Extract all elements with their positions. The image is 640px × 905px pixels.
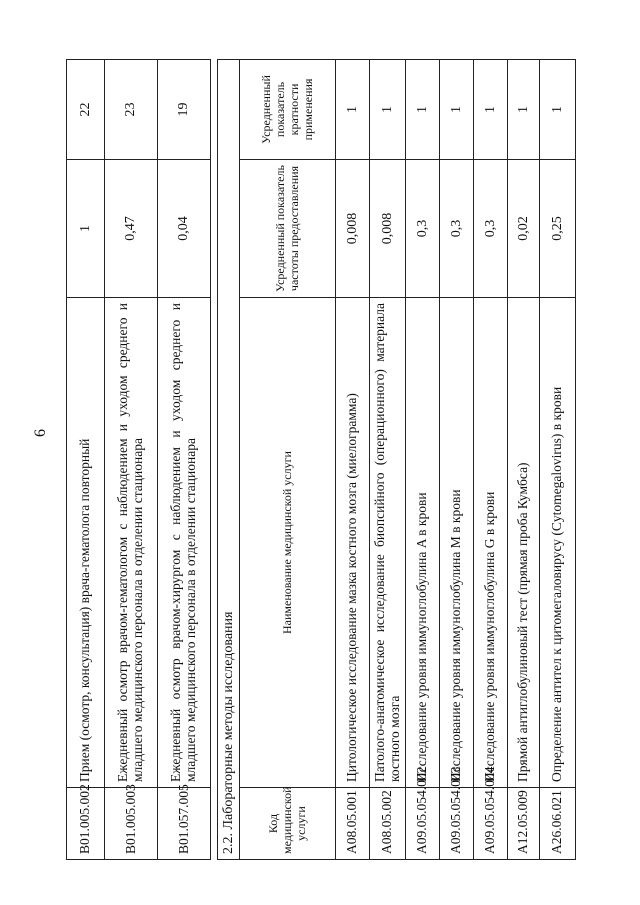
service-code: B01.057.005 bbox=[158, 788, 211, 860]
service-code: B01.005.002 bbox=[67, 788, 105, 860]
multiplicity-value: 1 bbox=[336, 59, 370, 159]
column-header-code: Код медицинской услуги bbox=[240, 788, 336, 860]
frequency-value: 0,3 bbox=[406, 160, 440, 298]
multiplicity-value: 19 bbox=[158, 60, 211, 160]
multiplicity-value: 1 bbox=[540, 59, 576, 159]
services-table-continued bbox=[66, 59, 211, 860]
table-row bbox=[370, 59, 406, 859]
table-row bbox=[67, 60, 105, 860]
service-code: A12.05.009 bbox=[508, 788, 540, 860]
column-header-frequency: Усредненный показатель частоты предоставления bbox=[240, 160, 336, 298]
service-name: Определение антител к цитомегаловирусу (Cytomegalovirus) в крови bbox=[540, 298, 576, 788]
column-header-multiplicity: Усредненный показатель кратности применения bbox=[240, 59, 336, 159]
table-row bbox=[440, 59, 474, 859]
service-name: Прямой антиглобулиновый тест (прямая проба Кумбса) bbox=[508, 298, 540, 788]
header-row bbox=[240, 59, 336, 859]
service-name: Цитологическое исследование мазка костного мозга (миелограмма) bbox=[336, 298, 370, 788]
frequency-value: 0,3 bbox=[474, 160, 508, 298]
service-name: Прием (осмотр, консультация) врача-гематолога повторный bbox=[67, 298, 105, 788]
table-row bbox=[406, 59, 440, 859]
service-name: Ежедневный осмотр врачом-гематологом с наблюдением и уходом среднего и младшего медицинского персонала в отделении стационара bbox=[105, 298, 158, 788]
service-code: A09.05.054.002 bbox=[406, 788, 440, 860]
multiplicity-value: 1 bbox=[474, 59, 508, 159]
service-name: Исследование уровня иммуноглобулина M в крови bbox=[440, 298, 474, 788]
table-row bbox=[105, 60, 158, 860]
service-name: Исследование уровня иммуноглобулина A в крови bbox=[406, 298, 440, 788]
multiplicity-value: 23 bbox=[105, 60, 158, 160]
multiplicity-value: 1 bbox=[440, 59, 474, 159]
service-name: Патолого-анатомическое исследование биопсийного (операционного) материала костного мозга bbox=[370, 298, 406, 788]
table-row bbox=[158, 60, 211, 860]
service-code: A09.05.054.004 bbox=[474, 788, 508, 860]
service-name: Исследование уровня иммуноглобулина G в крови bbox=[474, 298, 508, 788]
rotated-page-content bbox=[66, 60, 566, 860]
table-row bbox=[336, 59, 370, 859]
page-number: 6 bbox=[32, 429, 49, 437]
multiplicity-value: 22 bbox=[67, 60, 105, 160]
frequency-value: 1 bbox=[67, 160, 105, 298]
section-title: 2.2. Лабораторные методы исследования bbox=[218, 59, 240, 859]
service-code: A08.05.002 bbox=[370, 788, 406, 860]
section-title-row bbox=[218, 59, 240, 859]
lab-methods-table bbox=[217, 59, 576, 860]
frequency-value: 0,04 bbox=[158, 160, 211, 298]
service-code: A26.06.021 bbox=[540, 788, 576, 860]
service-code: A08.05.001 bbox=[336, 788, 370, 860]
service-code: B01.005.003 bbox=[105, 788, 158, 860]
frequency-value: 0,3 bbox=[440, 160, 474, 298]
frequency-value: 0,25 bbox=[540, 160, 576, 298]
table-row bbox=[508, 59, 540, 859]
table-row bbox=[474, 59, 508, 859]
multiplicity-value: 1 bbox=[406, 59, 440, 159]
multiplicity-value: 1 bbox=[370, 59, 406, 159]
column-header-name: Наименование медицинской услуги bbox=[240, 298, 336, 788]
service-code: A09.05.054.003 bbox=[440, 788, 474, 860]
table-row bbox=[540, 59, 576, 859]
frequency-value: 0,008 bbox=[370, 160, 406, 298]
service-name: Ежедневный осмотр врачом-хирургом с наблюдением и уходом среднего и младшего медицинского персонала в отделении стационара bbox=[158, 298, 211, 788]
frequency-value: 0,008 bbox=[336, 160, 370, 298]
frequency-value: 0,47 bbox=[105, 160, 158, 298]
multiplicity-value: 1 bbox=[508, 59, 540, 159]
frequency-value: 0,02 bbox=[508, 160, 540, 298]
